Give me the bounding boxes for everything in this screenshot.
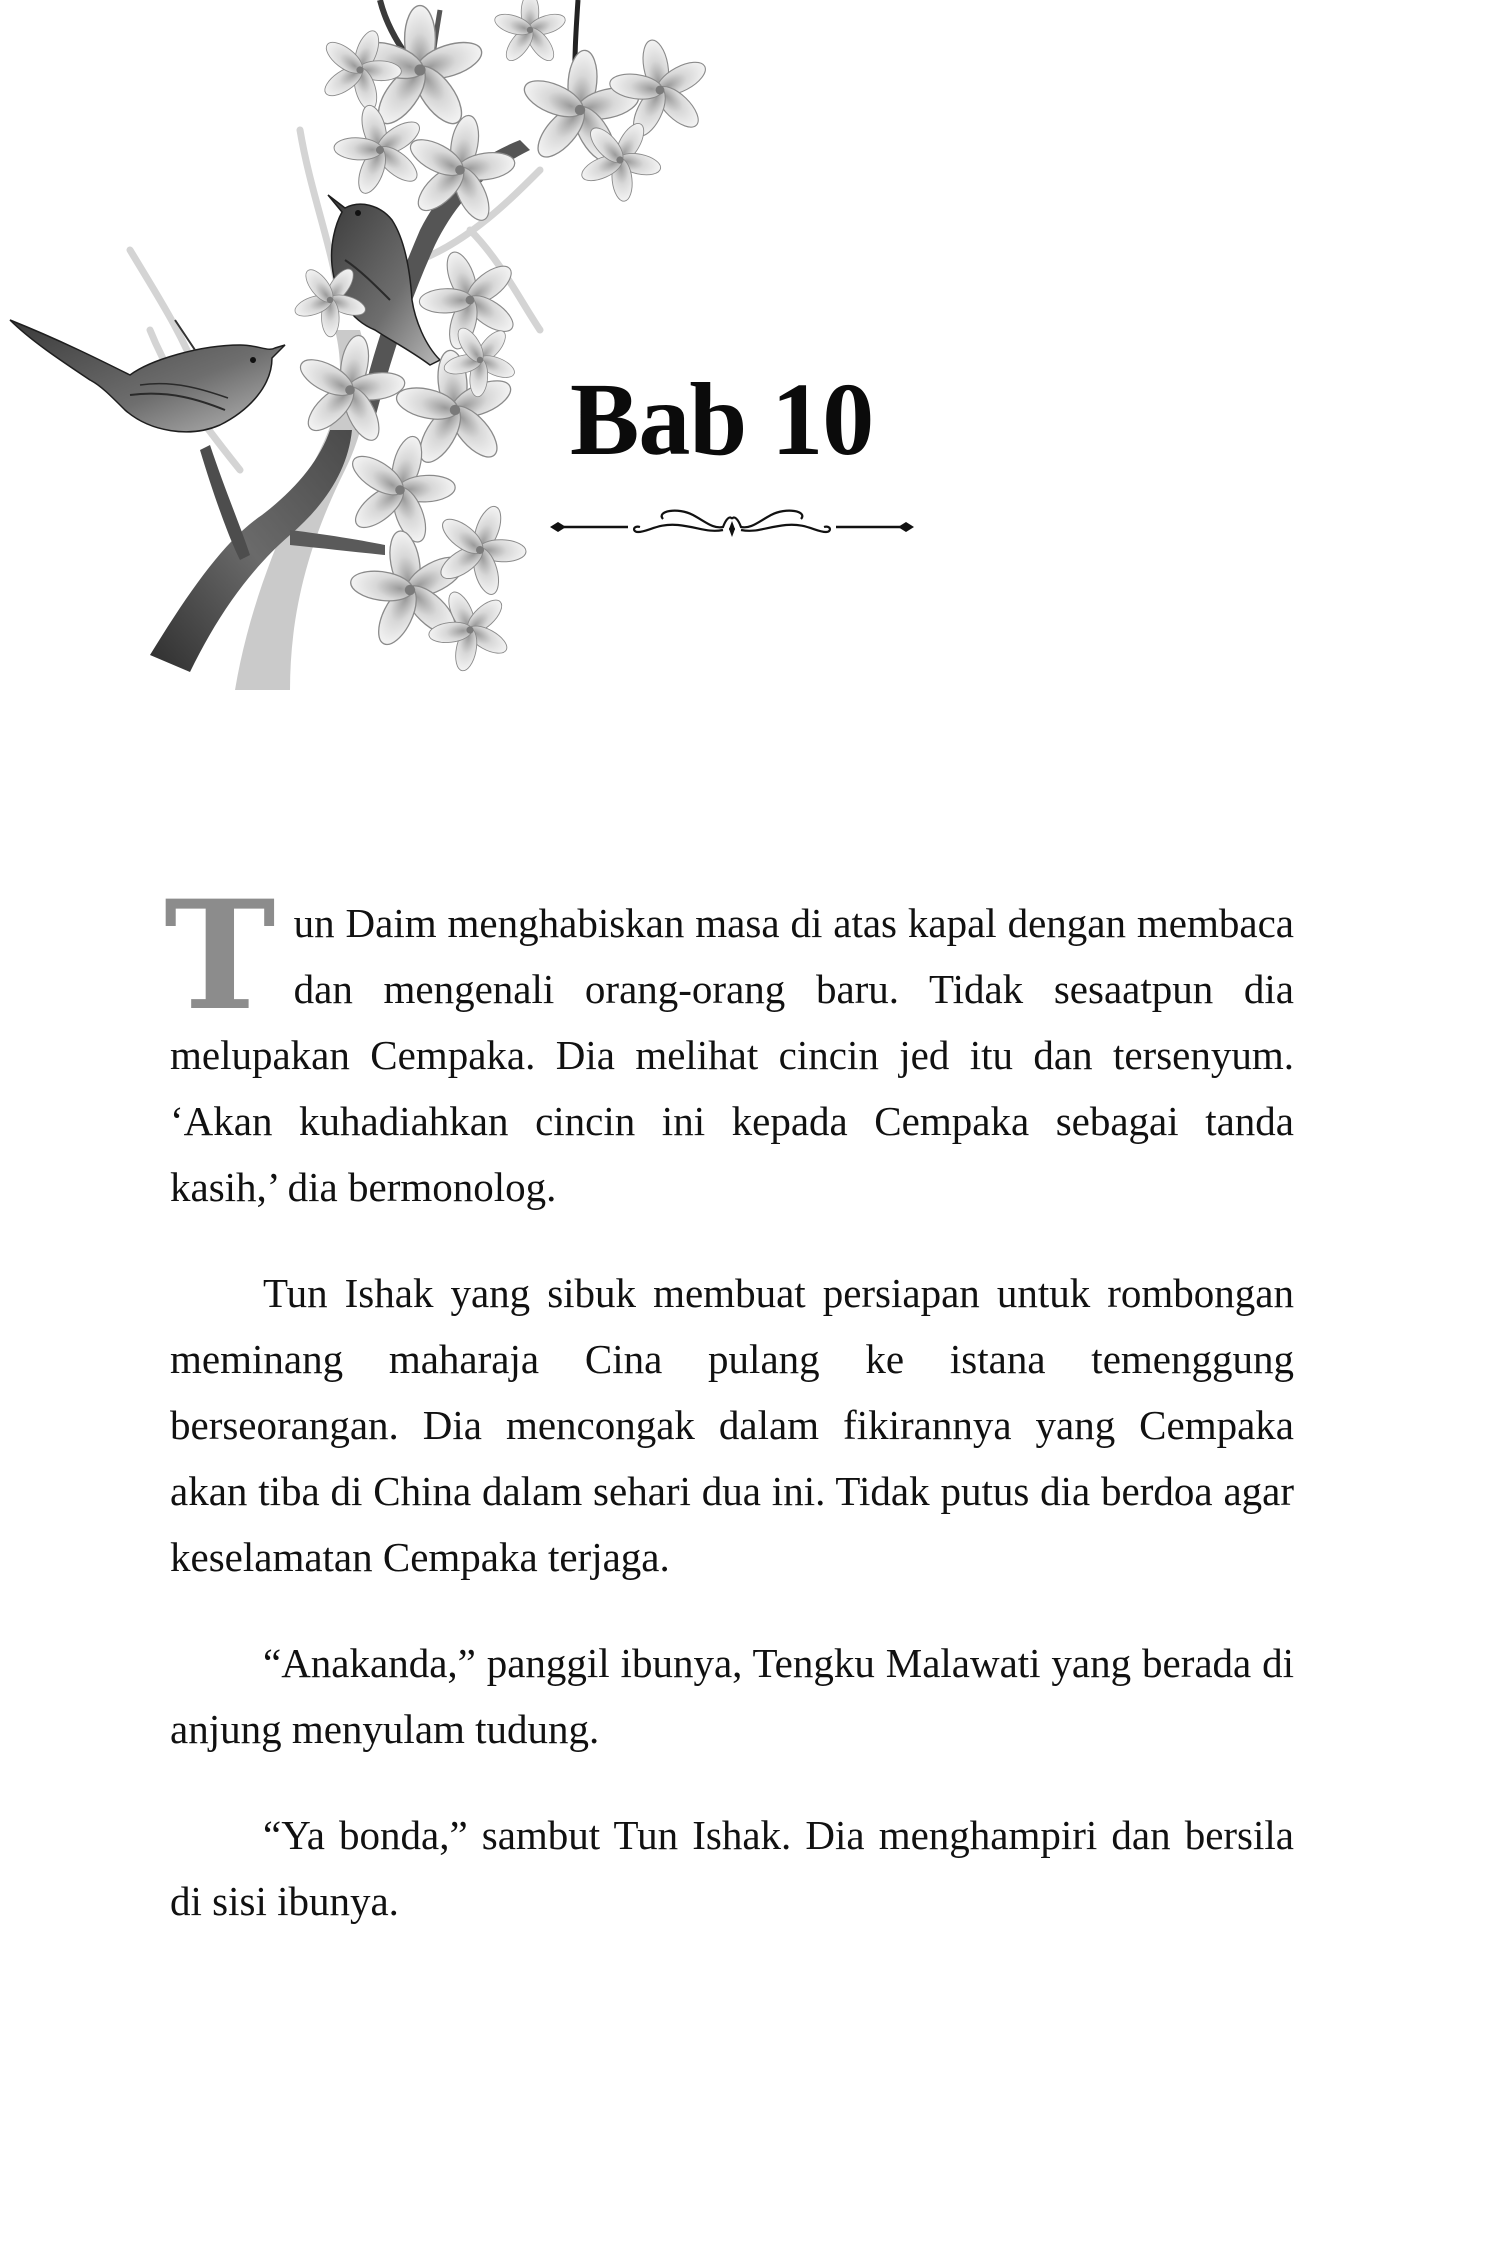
flourish-divider-icon	[548, 505, 916, 549]
lower-bird	[10, 320, 285, 432]
paragraph-text: un Daim menghabiskan masa di atas kapal dengan membaca dan mengenali orang-orang baru. Tidak sesaatpun dia melupakan Cempaka. Dia melihat cincin jed itu dan tersenyum. ‘Akan kuhadiahkan cincin ini kepada Cempaka sebagai tanda kasih,’ dia bermonolog.	[170, 900, 1294, 1210]
paragraph: “Ya bonda,” sambut Tun Ishak. Dia menghampiri dan bersila di sisi ibunya.	[170, 1812, 1294, 1924]
drop-cap: T	[164, 868, 276, 1044]
chapter-title: Bab 10	[570, 362, 874, 477]
paragraph: “Anakanda,” panggil ibunya, Tengku Malawati yang berada di anjung menyulam tudung.	[170, 1640, 1294, 1752]
chapter-body	[164, 868, 1294, 1974]
paragraph	[164, 868, 1294, 1220]
birds-on-blossom-branch-illustration	[0, 0, 740, 700]
paragraph: Tun Ishak yang sibuk membuat persiapan untuk rombongan meminang maharaja Cina pulang ke istana temenggung berseorangan. Dia mencongak dalam fikirannya yang Cempaka akan tiba di China dalam sehari dua ini. Tidak putus dia berdoa agar keselamatan Cempaka terjaga.	[170, 1270, 1294, 1580]
